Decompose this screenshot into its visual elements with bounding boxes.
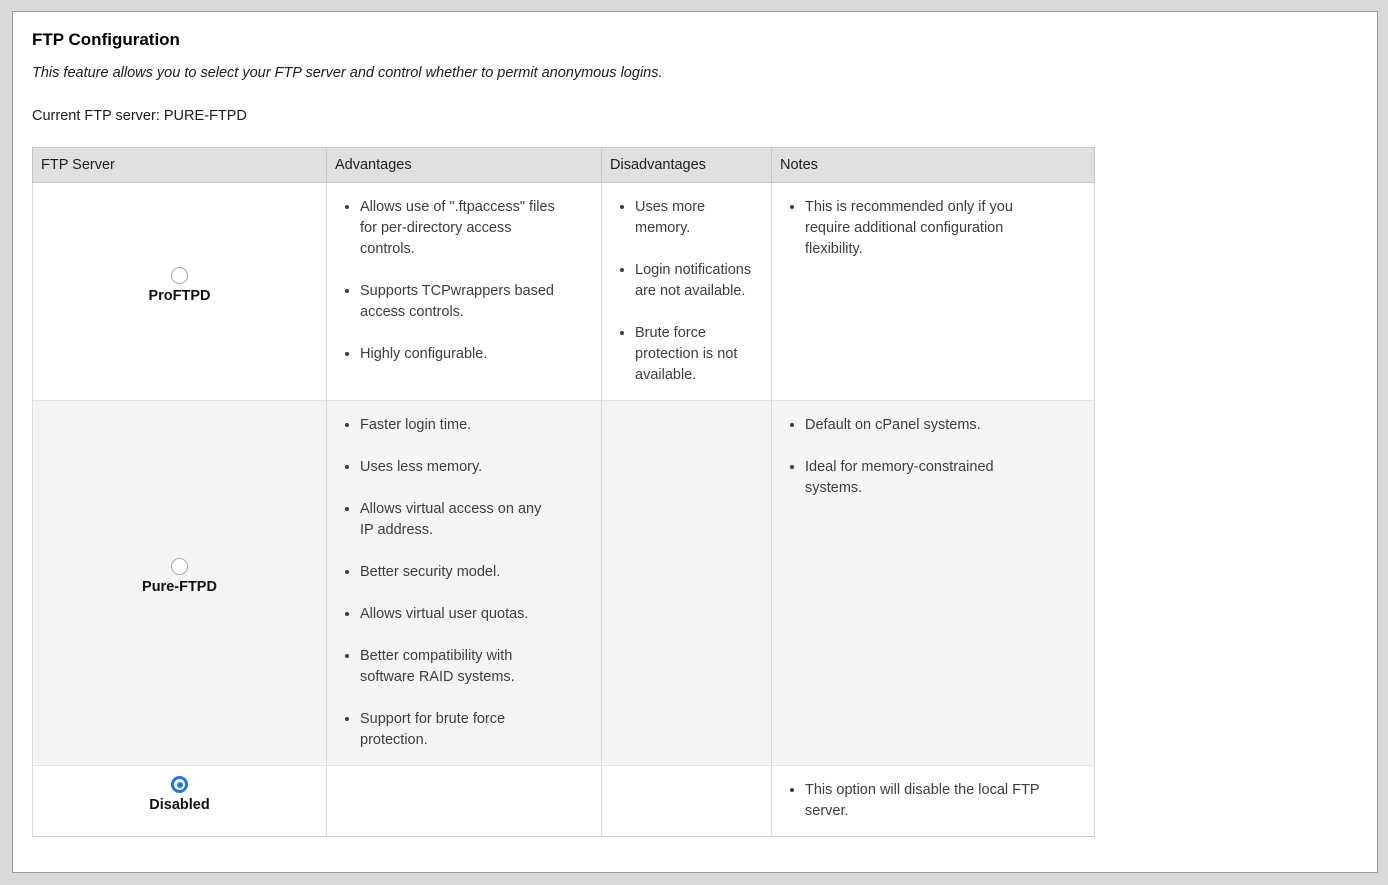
bullet-item: • Uses less memory. <box>360 457 555 478</box>
disadvantages-cell <box>602 183 772 401</box>
table-row-disabled <box>33 766 1095 837</box>
server-label: Disabled <box>149 797 210 813</box>
bullet-item: • Faster login time. <box>360 415 555 436</box>
server-radio-proftpd[interactable] <box>171 267 188 284</box>
column-header-ftp-server: FTP Server <box>33 148 327 183</box>
table-row-pure-ftpd <box>33 401 1095 766</box>
ftp-table-body <box>33 183 1095 837</box>
bullet-item: • This option will disable the local FTP server. <box>805 780 1052 822</box>
server-radio-disabled[interactable] <box>171 776 188 793</box>
notes-list <box>780 197 1086 260</box>
bullet-item: • Allows virtual user quotas. <box>360 604 555 625</box>
bullet-item: • This is recommended only if you require additional configuration flexibility. <box>805 197 1052 260</box>
column-header-disadvantages: Disadvantages <box>602 148 772 183</box>
bullet-item: • Brute force protection is not available. <box>635 323 755 386</box>
page-title: FTP Configuration <box>32 30 180 49</box>
notes-list <box>780 415 1086 499</box>
bullet-item: • Login notifications are not available. <box>635 260 755 302</box>
table-header-row <box>33 148 1095 183</box>
server-label: ProFTPD <box>148 287 211 304</box>
bullet-item: • Allows use of ".ftpaccess" files for per-directory access controls. <box>360 197 555 260</box>
bullet-item: • Uses more memory. <box>635 197 755 239</box>
bullet-item: • Support for brute force protection. <box>360 709 555 751</box>
ftp-configuration-panel <box>12 11 1378 873</box>
server-cell <box>33 183 327 401</box>
bullet-item: • Allows virtual access on any IP address. <box>360 499 555 541</box>
server-cell <box>33 766 327 837</box>
bullet-item: • Highly configurable. <box>360 344 555 365</box>
current-ftp-server-text: Current FTP server: PURE-FTPD <box>32 108 247 124</box>
notes-list <box>780 780 1086 822</box>
notes-cell <box>772 766 1095 837</box>
advantages-cell <box>327 766 602 837</box>
bullet-item: • Ideal for memory-constrained systems. <box>805 457 1052 499</box>
disadvantages-cell <box>602 401 772 766</box>
column-header-notes: Notes <box>772 148 1095 183</box>
server-label: Pure-FTPD <box>142 579 217 595</box>
bullet-item: • Default on cPanel systems. <box>805 415 1052 436</box>
notes-cell <box>772 401 1095 766</box>
advantages-list <box>335 197 593 365</box>
advantages-list <box>335 415 593 751</box>
notes-cell <box>772 183 1095 401</box>
bullet-item: • Supports TCPwrappers based access controls. <box>360 281 555 323</box>
server-radio-pure-ftpd[interactable] <box>171 558 188 575</box>
bullet-item: • Better security model. <box>360 562 555 583</box>
advantages-cell <box>327 183 602 401</box>
table-row-proftpd <box>33 183 1095 401</box>
disadvantages-list <box>610 197 763 386</box>
disadvantages-cell <box>602 766 772 837</box>
column-header-advantages: Advantages <box>327 148 602 183</box>
ftp-server-table <box>32 147 1095 837</box>
page-subtitle: This feature allows you to select your FTP server and control whether to permit anonymous logins. <box>32 65 663 81</box>
bullet-item: • Better compatibility with software RAID systems. <box>360 646 555 688</box>
server-cell <box>33 401 327 766</box>
advantages-cell <box>327 401 602 766</box>
